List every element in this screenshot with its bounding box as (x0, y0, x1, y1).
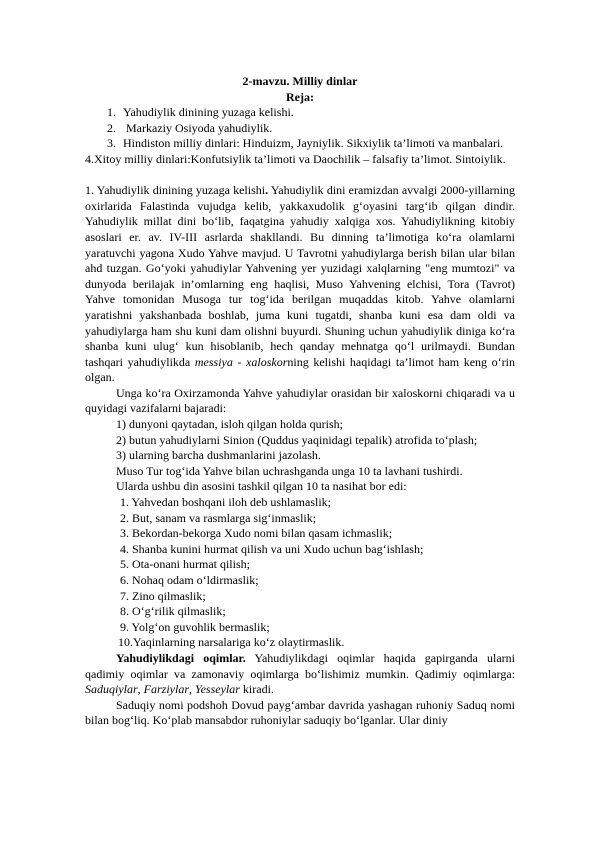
sect-name: Yesseylar (195, 682, 240, 697)
commandment-item: 8. O‘g‘rilik qilmaslik; (120, 604, 226, 619)
plan-item: 3. Hindiston milliy dinlari: Hinduizm, Jayniylik. Sikxiylik ta’limoti va manbalari. (119, 136, 515, 152)
commandment-item: 9. Yolg‘on guvohlik bermaslik; (120, 619, 270, 634)
plan-item: 1. Yahudiylik dinining yuzaga kelishi. (119, 105, 515, 121)
page-title: 2-mavzu. Milliy dinlar (242, 74, 358, 88)
sect-name: Saduqiylar (85, 682, 138, 697)
plan-list (85, 105, 515, 152)
section-1-body-end: ning kelishi haqidagi ta’limot ham keng o‘rin olgan. (85, 354, 515, 385)
saduq-paragraph: Saduqiy nomi podshoh Dovud payg‘ambar davrida yashagan ruhoniy Saduq nomi bilan bog‘liq. Ko‘plab mansabdor ruhoniylar saduqiy bo‘lganlar. Ular diniy (85, 697, 515, 728)
plan-item-4: 4.Xitoy milliy dinlari:Konfutsiylik ta’limoti va Daochilik – falsafiy ta’limot. Sintoiylik. (85, 151, 506, 166)
plan-item: 2. Markaziy Osiyoda yahudiylik. (119, 121, 515, 137)
section-1-body: Yahudiylik dini eramizdan avvalgi 2000-yillarning oxirlarida Falastinda vujudga kelib, yakkaxudolik g‘oyasini targ‘ib qilgan dindir. Yahudiylik millat dini bo‘lib, faqatgina yahudiy xalqiga xos. Yahudiylikning kitobiy asoslari er. av. IV-III asrlarda shakllandi. Bu dinning ta’limotiga ko‘ra olamlarni yaratuvchi yagona Xudo Yahve mavjud. U Tavrotni yahudiylarga berish bilan ular bilan ahd tuzgan. Go‘yoki yahudiylar Yahvening yer yuzidagi xalqlarning "eng mumtozi" va dunyoda berilajak in’omlarning eng haqlisi, Muso Yahvening elchisi, Tora (Tavrot) Yahve tomonidan Musoga tur tog‘ida berilgan muqaddas kitob. Yahve olamlarni yaratishni yakshanbada boshlab, juma kuni tugatdi, shanba kuni esa dam oldi va yahudiylarga ham shu kuni dam olishni buyurdi. Shuning uchun yahudiylik diniga ko‘ra shanba kuni ulug‘ kun hisoblanib, hech qanday mehnatga qo‘l urilmaydi. Bundan tashqari yahudiylikda (85, 183, 515, 369)
sects-end: kiradi. (239, 682, 274, 697)
sects-paragraph (85, 651, 515, 698)
messiah-term: messiya - xaloskor (194, 354, 288, 369)
commandment-item: 2. But, sanam va rasmlarga sig‘inmaslik; (120, 510, 317, 525)
section-1-heading: 1. Yahudiylik dinining yuzaga kelishi (85, 183, 266, 198)
spacer (85, 168, 515, 184)
sect-name: Farziylar (143, 682, 190, 697)
ten-commandments-intro: Ularda ushbu din asosini tashkil qilgan 10 ta nasihat bor edi: (116, 479, 407, 494)
commandment-item: 6. Nohaq odam o‘ldirmaslik; (120, 573, 259, 587)
sects-heading: Yahudiylikdagi oqimlar. (116, 650, 246, 665)
commandment-item: 1. Yahvedan boshqani iloh deb ushlamaslik; (120, 495, 331, 510)
plan-label: Reja: (286, 89, 314, 104)
separator: , (189, 682, 196, 697)
sects-text: Yahudiylikdagi oqimlar haqida gapirganda ularni qadimiy oqimlar va zamonaviy oqimlarga bo‘lishimiz mumkin. Qadimiy oqimlarga: (85, 650, 516, 681)
task-item: 2) butun yahudiylarni Sinion (Quddus yaqinidagi tepalik) atrofida to‘plash; (116, 432, 478, 447)
section-1-paragraph (85, 183, 515, 386)
commandment-item: 5. Ota-onani hurmat qilish; (120, 557, 250, 572)
task-item: 3) ularning barcha dushmanlarini jazolash. (116, 448, 321, 463)
commandment-item: 3. Bekordan-bekorga Xudo nomi bilan qasam ichmaslik; (120, 526, 393, 541)
separator: , (137, 682, 144, 697)
commandment-item: 10.Yaqinlarning narsalariga ko‘z olaytirmaslik. (118, 635, 345, 650)
commandment-item: 7. Zino qilmaslik; (120, 588, 206, 603)
xaloskor-paragraph: Unga ko‘ra Oxirzamonda Yahve yahudiylar orasidan bir xaloskorni chiqaradi va u quyidagi vazifalarni bajaradi: (85, 385, 515, 416)
document-page (85, 74, 515, 729)
muso-line: Muso Tur tog‘ida Yahve bilan uchrashganda unga 10 ta lavhani tushirdi. (116, 463, 463, 478)
commandment-item: 4. Shanba kunini hurmat qilish va uni Xudo uchun bag‘ishlash; (120, 541, 424, 556)
section-1-heading-dot: . (265, 183, 269, 198)
task-item: 1) dunyoni qaytadan, isloh qilgan holda qurish; (116, 417, 343, 432)
